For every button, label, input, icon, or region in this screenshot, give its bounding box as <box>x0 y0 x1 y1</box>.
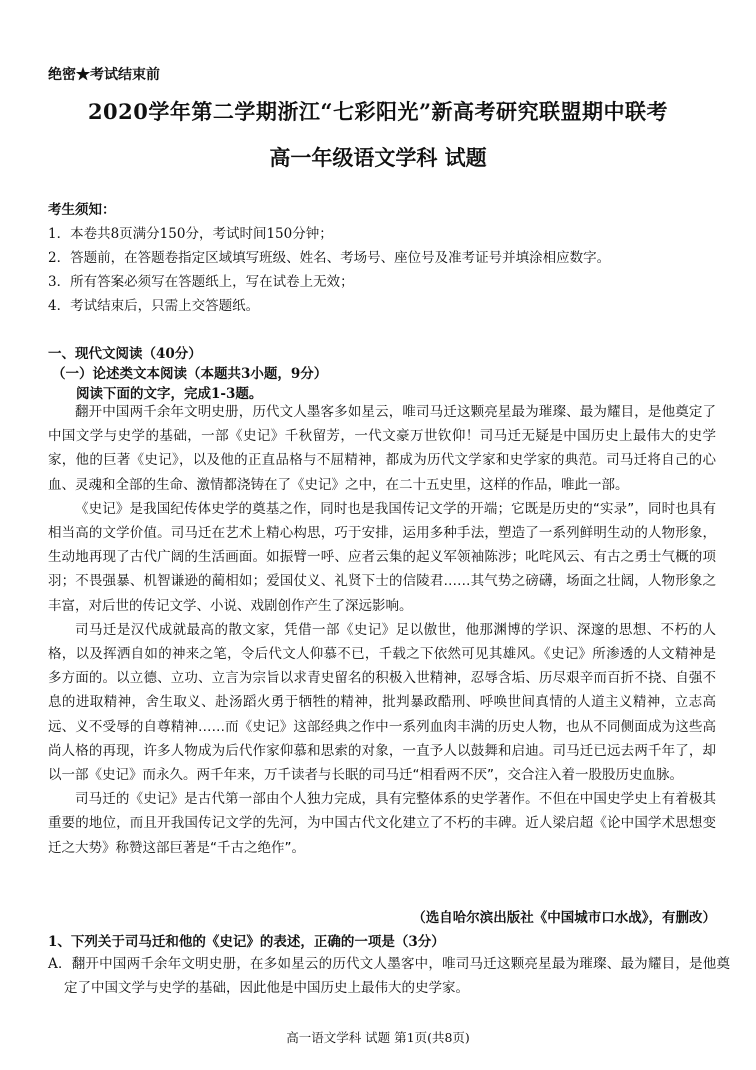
exam-subtitle: 高一年级语文学科 试题 <box>269 145 487 170</box>
exam-title: 2020学年第二学期浙江“七彩阳光”新高考研究联盟期中联考 <box>87 99 669 124</box>
question-option-a: A．翻开中国两千余年文明史册，在多如星云的历代文人墨客中，唯司马迁这颗亮星最为璀璨、最为耀目，是他奠定了中国文学与史学的基础，因此他是中国历史上最伟大的史学家。 <box>48 956 730 996</box>
section-heading: 一、现代文阅读（40分） <box>48 346 202 362</box>
notice-item: 2．答题前，在答题卷指定区域填写班级、姓名、考场号、座位号及准考证号并填涂相应数字。 <box>48 250 611 266</box>
notice-item: 3．所有答案必须写在答题纸上，写在试卷上无效； <box>48 274 354 290</box>
page-footer: 高一语文学科 试题 第1页(共8页) <box>286 1030 470 1045</box>
passage-paragraph: 司马迁的《史记》是古代第一部由个人独力完成，具有完整体系的史学著作。不但在中国史学史上有着极其重要的地位，而且开我国传记文学的先河，为中国古代文化建立了不朽的丰碑。近人梁启超《论中国学术思想变迁之大势》称赞这部巨著是“千古之绝作”。 <box>48 791 716 856</box>
passage-paragraph: 《史记》是我国纪传体史学的奠基之作，同时也是我国传记文学的开端；它既是历史的“实录”，同时也具有相当高的文学价值。司马迁在艺术上精心构思，巧于安排，运用多种手法，塑造了一系列鲜明生动的人物形象，生动地再现了古代广阔的生活画面。如振臂一呼、应者云集的起义军领袖陈涉；叱咤风云、有古之勇士气概的项羽；不畏强暴、机智谦逊的蔺相如；爱国仗义、礼贤下士的信陵君……其气势之磅礴，场面之壮阔，人物形象之丰富，对后世的传记文学、小说、戏剧创作产生了深远影响。 <box>48 500 716 614</box>
candidate-notice <box>48 198 728 318</box>
subsection-heading: （一）论述类文本阅读（本题共3小题，9分） <box>52 366 328 382</box>
reading-passage <box>48 400 716 860</box>
notice-item: 4．考试结束后，只需上交答题纸。 <box>48 298 260 314</box>
passage-paragraph: 翻开中国两千余年文明史册，历代文人墨客多如星云，唯司马迁这颗亮星最为璀璨、最为耀目，是他奠定了中国文学与史学的基础，一部《史记》千秋留芳，一代文豪万世钦仰！司马迁无疑是中国历史上最伟大的史学家，他的巨著《史记》，以及他的正直品格与不屈精神，都成为历代文学家和史学家的典范。司马迁将自己的心血、灵魂和全部的生命、激情都浇铸在了《史记》之中，在二十五史里，这样的作品，唯此一部。 <box>48 404 716 493</box>
passage-paragraph: 司马迁是汉代成就最高的散文家，凭借一部《史记》足以傲世，他那渊博的学识、深邃的思想、不朽的人格，以及挥洒自如的神来之笔，令后代文人仰慕不已，千载之下依然可见其雄风。《史记》所渗透的人文精神是多方面的。以立德、立功、立言为宗旨以求青史留名的积极入世精神，忍辱含垢、历尽艰辛而百折不挠、自强不息的进取精神，舍生取义、赴汤蹈火勇于牺牲的精神，批判暴政酷刑、呼唤世间真情的人道主义精神，立志高远、义不受辱的自尊精神……而《史记》这部经典之作中一系列血肉丰满的历史人物，也从不同侧面成为这些高尚人格的再现，许多人物成为后代作家仰慕和思索的对象，一直予人以鼓舞和启迪。司马迁已远去两千年了，却以一部《史记》而永久。两千年来，万千读者与长眠的司马迁“相看两不厌”，交合注入着一股股历史血脉。 <box>48 621 716 784</box>
passage-source: （选自哈尔滨出版社《中国城市口水战》，有删改） <box>412 910 716 926</box>
question-stem: 1、下列关于司马迁和他的《史记》的表述，正确的一项是（3分） <box>48 934 445 950</box>
notice-item: 1．本卷共8页满分150分，考试时间150分钟； <box>48 226 333 242</box>
secret-label: 绝密★考试结束前 <box>48 67 160 83</box>
reading-instruction: 阅读下面的文字，完成1-3题。 <box>76 386 263 402</box>
notice-heading: 考生须知： <box>48 202 116 218</box>
